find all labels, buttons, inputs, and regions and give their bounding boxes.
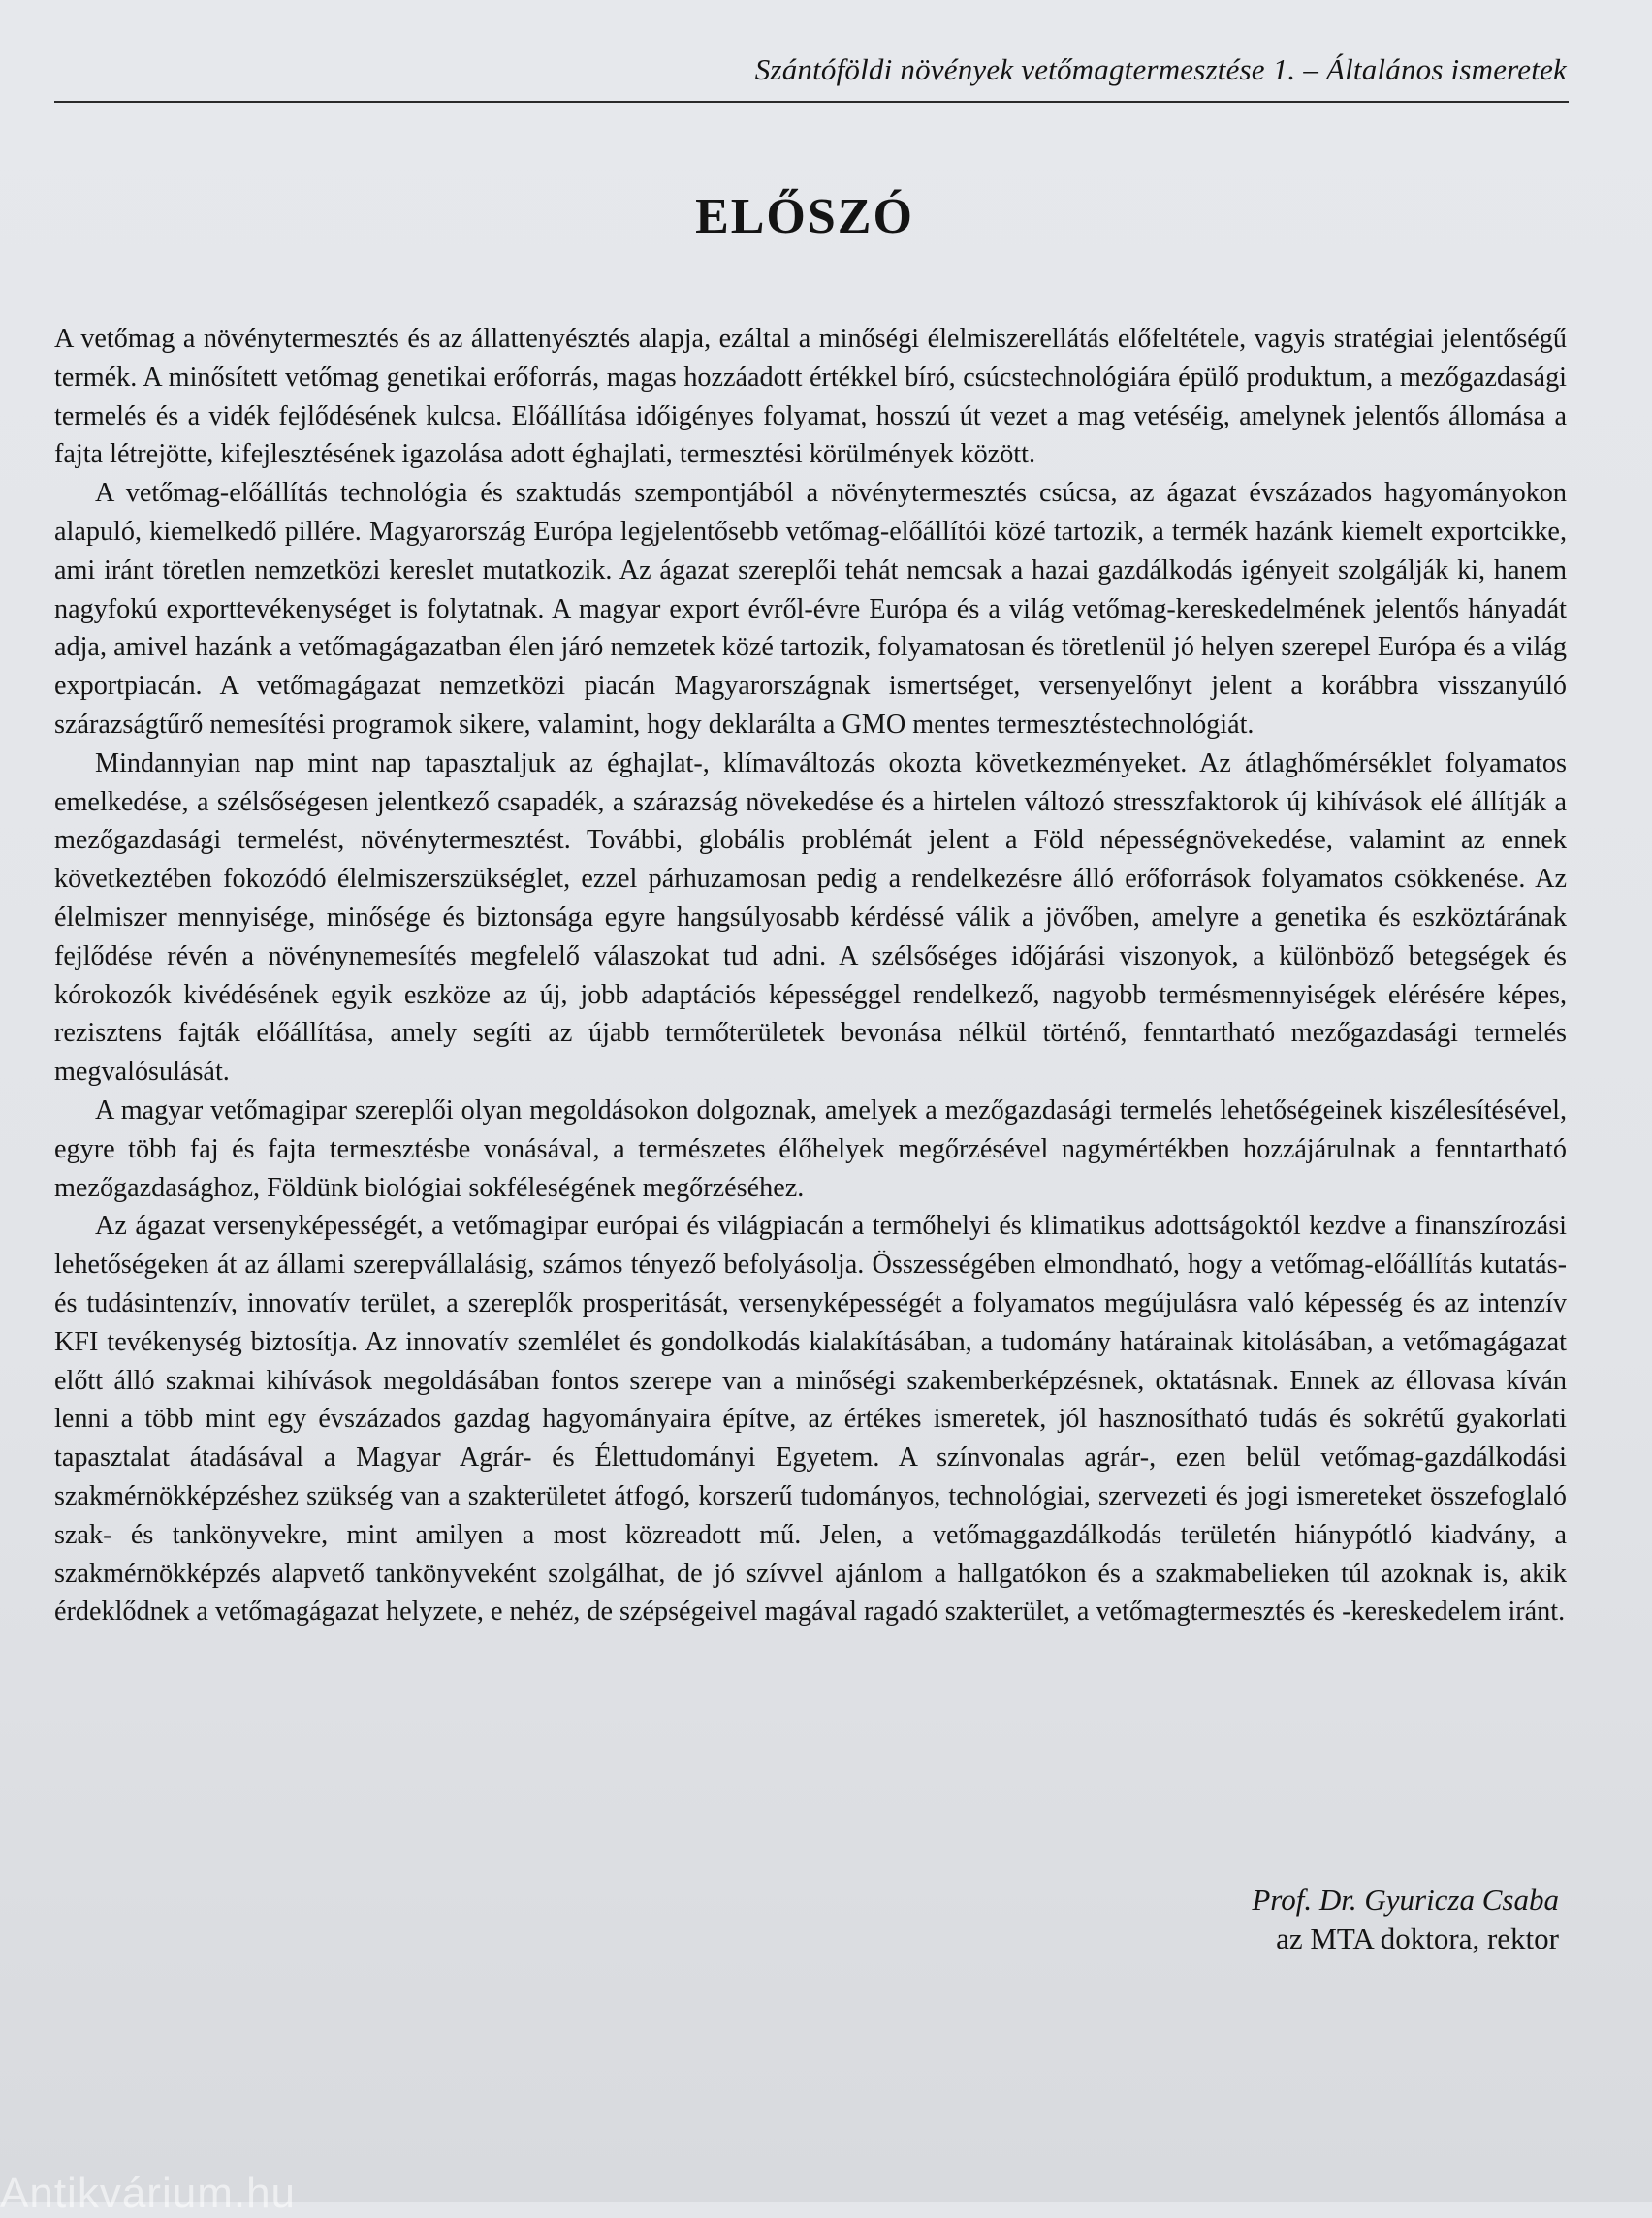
paragraph-2: A vetőmag-előállítás technológia és szaktudás szempontjából a növénytermesztés csúcsa, az ágazat évszázados hagyományokon alapuló, kiemelkedő pillére. Magyarország Európa legjelentősebb vetőmag-előállítói közé tartozik, a termék hazánk kiemelt exportcikke, ami iránt töretlen nemzetközi kereslet mutatkozik. Az ágazat szereplői tehát nemcsak a hazai gazdálkodás igényeit szolgálják ki, hanem nagyfokú exporttevékenységet is folytatnak. A magyar export évről-évre Európa és a világ vetőmag-kereskedelmének jelentős hányadát adja, amivel hazánk a vetőmagágazatban élen járó nemzetek közé tartozik, folyamatosan és töretlenül jó helyen szerepel Európa és a világ exportpiacán. A vetőmagágazat nemzetközi piacán Magyarországnak ismertséget, versenyelőnyt jelent a korábbra visszanyúló szárazságtűrő nemesítési programok sikere, valamint, hogy deklarálta a GMO mentes termesztéstechnológiát. [54, 478, 1567, 740]
page-title: ELŐSZÓ [695, 189, 914, 244]
running-header: Szántóföldi növények vetőmagtermesztése 1. – Általános ismeretek [754, 52, 1567, 86]
signature-title: az MTA doktora, rektor [1276, 1921, 1559, 1955]
paragraph-4: A magyar vetőmagipar szereplői olyan megoldásokon dolgoznak, amelyek a mezőgazdasági termelés lehetőségeinek kiszélesítésével, egyre több faj és fajta termesztésbe vonásával, a természetes élőhelyek megőrzésével nagymértékben hozzájárulnak a fenntartható mezőgazdasághoz, Földünk biológiai sokféleségének megőrzéséhez. [54, 1094, 1567, 1203]
header-divider [54, 101, 1569, 103]
body-text [54, 320, 1567, 1632]
paragraph-3: Mindannyian nap mint nap tapasztaljuk az éghajlat-, klímaváltozás okozta következményeket. Az átlaghőmérséklet folyamatos emelkedése, a szélsőségesen jelentkező csapadék, a szárazság növekedése és a hirtelen változó stresszfaktorok új kihívások elé állítják a mezőgazdasági termelést, növénytermesztést. További, globális problémát jelent a Föld népességnövekedése, valamint az ennek következtében fokozódó élelmiszerszükséglet, ezzel párhuzamosan pedig a rendelkezésre álló erőforrások folyamatos csökkenése. Az élelmiszer mennyisége, minősége és biztonsága egyre hangsúlyosabb kérdéssé válik a jövőben, amelyre a genetika és eszköztárának fejlődése révén a növénynemesítés megfelelő válaszokat tud adni. A szélsőséges időjárási viszonyok, a különböző betegségek és kórokozók kivédésének egyik eszköze az új, jobb adaptációs képességgel rendelkező, nagyobb termésmennyiségek elérésére képes, rezisztens fajták előállítása, amely segíti az újabb termőterületek bevonása nélkül történő, fenntartható mezőgazdasági termelés megvalósulását. [54, 747, 1567, 1088]
paragraph-5: Az ágazat versenyképességét, a vetőmagipar európai és világpiacán a termőhelyi és klimatikus adottságoktól kezdve a finanszírozási lehetőségeken át az állami szerepvállalásig, számos tényező befolyásolja. Összességében elmondható, hogy a vetőmag-előállítás kutatás- és tudásintenzív, innovatív terület, a szereplők prosperitását, versenyképességét a folyamatos megújulásra való képesség és az intenzív KFI tevékenység biztosítja. Az innovatív szemlélet és gondolkodás kialakításában, a tudomány határainak kitolásában, a vetőmagágazat előtt álló szakmai kihívások megoldásában fontos szerepe van a minőségi szakemberképzésnek, oktatásnak. Ennek az éllovasa kíván lenni a több mint egy évszázados gazdag hagyományaira építve, az értékes ismeretek, jól hasznosítható tudás és sokrétű gyakorlati tapasztalat átadásával a Magyar Agrár- és Élettudományi Egyetem. A színvonalas agrár-, ezen belül vetőmag-gazdálkodási szakmérnökképzéshez szükség van a szakterületet átfogó, korszerű tudományos, technológiai, szervezeti és jogi ismereteket összefoglaló szak- és tankönyvekre, mint amilyen a most közreadott mű. Jelen, a vetőmaggazdálkodás területén hiánypótló kiadvány, a szakmérnökképzés alapvető tankönyveként szolgálhat, de jó szívvel ajánlom a hallgatókon és a szakmabelieken túl azoknak is, akik érdeklődnek a vetőmagágazat helyzete, e nehéz, de szépségeivel magával ragadó szakterület, a vetőmagtermesztés és -kereskedelem iránt. [54, 1211, 1567, 1628]
signature-name: Prof. Dr. Gyuricza Csaba [1252, 1883, 1559, 1917]
signature-block [1252, 1881, 1559, 1958]
watermark: Antikvárium.hu [0, 2170, 297, 2217]
paragraph-1: A vetőmag a növénytermesztés és az állattenyésztés alapja, ezáltal a minőségi élelmiszerellátás előfeltétele, vagyis stratégiai jelentőségű termék. A minősített vetőmag genetikai erőforrás, magas hozzáadott értékkel bíró, csúcstechnológiára épülő produktum, a mezőgazdasági termelés és a vidék fejlődésének kulcsa. Előállítása időigényes folyamat, hosszú út vezet a mag vetéséig, amelynek jelentős állomása a fajta létrejötte, kifejlesztésének igazolása adott éghajlati, termesztési körülmények között. [54, 324, 1567, 470]
